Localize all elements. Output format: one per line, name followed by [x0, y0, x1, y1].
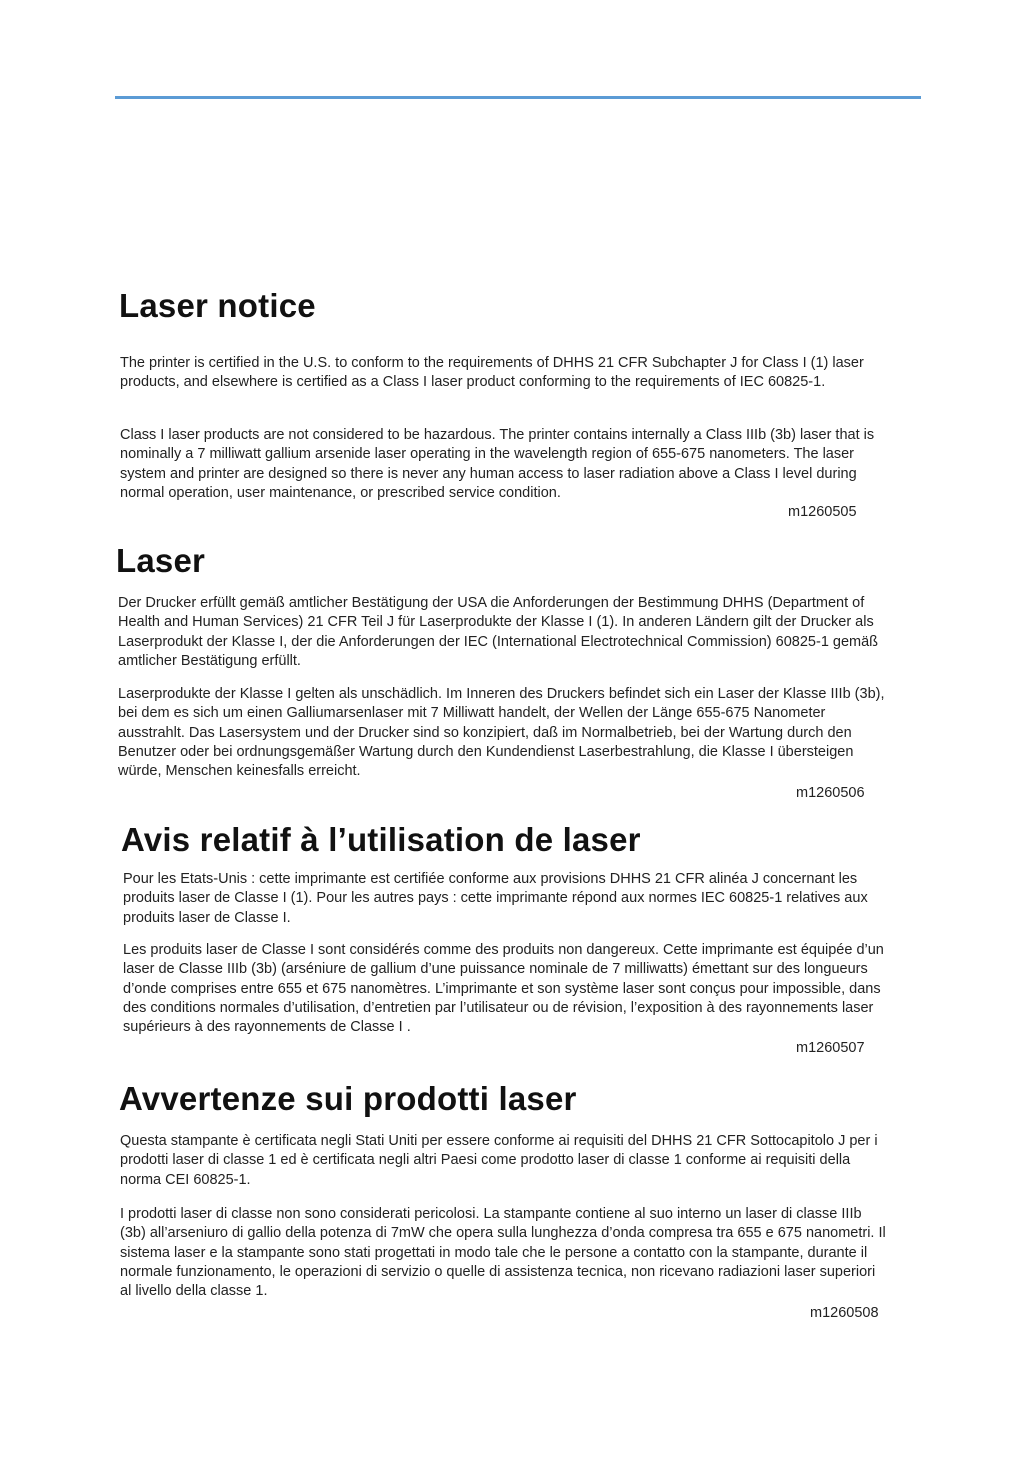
paragraph-french-1: Pour les Etats-Unis : cette imprimante est certifiée conforme aux provisions DHHS 21 CFR alinéa J concernant les produits laser de Classe I (1). Pour les autres pays : cette imprimante répond aux normes IEC 60825-1 relatives aux produits laser de Classe I.: [123, 871, 868, 926]
section-heading-english: Laser notice: [119, 287, 316, 324]
paragraph-italian-1: Questa stampante è certificata negli Stati Uniti per essere conforme ai requisiti del DHHS 21 CFR Sottocapitolo J per i prodotti laser di classe 1 ed è certificata negli altri Paesi come prodotto laser di classe 1 conforme ai requisiti della norma CEI 60825-1.: [120, 1133, 878, 1188]
paragraph-english-2: Class I laser products are not considered to be hazardous. The printer contains internally a Class IIIb (3b) laser that is nominally a 7 milliwatt gallium arsenide laser operating in the wavelength region of 655-675 nanometers. The laser system and printer are designed so there is never any human access to laser radiation above a Class I level during normal operation, user maintenance, or prescribed service condition.: [120, 427, 875, 501]
paragraph-english-1: The printer is certified in the U.S. to conform to the requirements of DHHS 21 CFR Subchapter J for Class I (1) laser products, and elsewhere is certified as a Class I laser product conforming to the requirements of IEC 60825-1.: [120, 355, 864, 391]
section-heading-french: Avis relatif à l’utilisation de laser: [121, 821, 641, 858]
section-heading-italian: Avvertenze sui prodotti laser: [119, 1080, 577, 1117]
paragraph-german-2: Laserprodukte der Klasse I gelten als unschädlich. Im Inneren des Druckers befindet sich ein Laser der Klasse IIIb (3b), bei dem es sich um einen Galliumarsenlaser mit 7 Milliwatt handelt, der Wellen der Länge 655-675 Nanometer ausstrahlt. Das Lasersystem und der Drucker sind so konzipiert, daß im Normalbetrieb, bei der Wartung durch den Benutzer oder bei ordnungsgemäßer Wartung durch den Kundendienst Laserbestrahlung, die Klasse I übersteigen würde, Menschen keinesfalls erreicht.: [118, 686, 885, 780]
reference-code-german: m1260506: [796, 785, 865, 801]
paragraph-french-2: Les produits laser de Classe I sont considérés comme des produits non dangereux. Cette imprimante est équipée d’un laser de Classe IIIb (3b) (arséniure de gallium d’une puissance nominale de 7 milliwatts) émettant sur des longueurs d’onde comprises entre 655 et 675 nanomètres. L’imprimante et son système laser sont conçus pour impossible, dans des conditions normales d’utilisation, d’entretien par l’utilisateur ou de révision, l’exposition à des rayonnements laser supérieurs à des rayonnements de Classe I .: [123, 942, 884, 1036]
section-heading-german: Laser: [116, 542, 206, 579]
reference-code-french: m1260507: [796, 1040, 865, 1056]
header-rule: [115, 96, 921, 99]
reference-code-italian: m1260508: [810, 1305, 879, 1321]
reference-code-english: m1260505: [788, 504, 857, 520]
paragraph-italian-2: I prodotti laser di classe non sono considerati pericolosi. La stampante contiene al suo interno un laser di classe IIIb (3b) all’arseniuro di gallio della potenza di 7mW che opera sulla lunghezza d’onda compresa tra 655 e 675 nanometri. Il sistema laser e la stampante sono stati progettati in modo tale che le persone a contatto con la stampante, durante il normale funzionamento, le operazioni di servizio o quelle di assistenza tecnica, non ricevano radiazioni laser superiori al livello della classe 1.: [120, 1206, 886, 1300]
paragraph-german-1: Der Drucker erfüllt gemäß amtlicher Bestätigung der USA die Anforderungen der Bestimmung DHHS (Department of Health and Human Services) 21 CFR Teil J für Laserprodukte der Klasse I (1). In anderen Ländern gilt der Drucker als Laserprodukt der Klasse I, der die Anforderungen der IEC (International Electrotechnical Commission) 60825-1 gemäß amtlicher Bestätigung erfüllt.: [118, 595, 879, 669]
